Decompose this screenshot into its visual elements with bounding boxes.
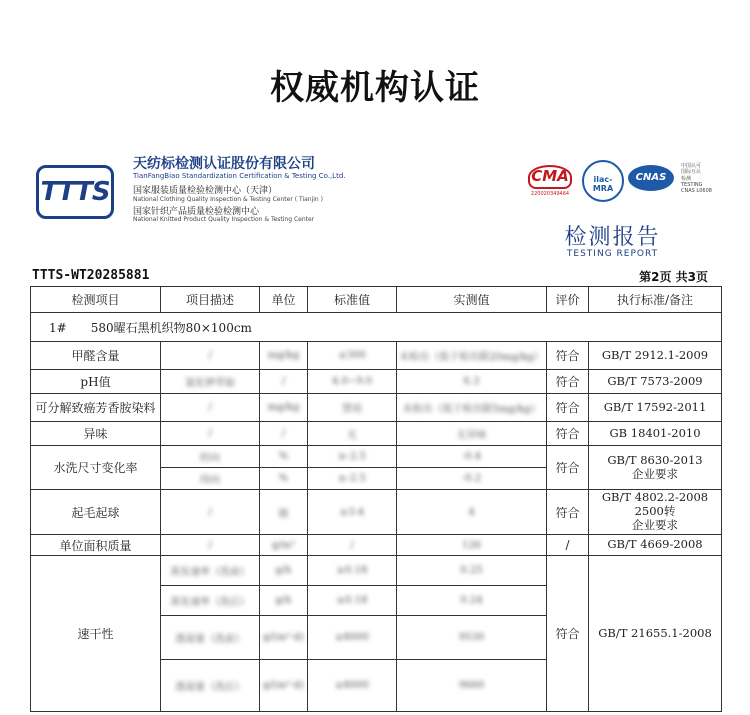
desc-cell: / — [161, 535, 260, 556]
std-cell: ≥8000 — [308, 616, 397, 660]
standard-cell: GB/T 2912.1-2009 — [589, 342, 722, 370]
table-header-row — [31, 287, 722, 313]
desc-cell: 透湿量（洗前） — [161, 616, 260, 660]
report-number: TTTS-WT20285881 — [32, 268, 150, 283]
header-cell: 执行标准/备注 — [589, 287, 722, 313]
measured-cell: 0.25 — [397, 556, 547, 586]
center-1: 国家服装质量检验检测中心（天津） — [133, 186, 278, 197]
cma-badge: CMA 220020349464 — [528, 165, 572, 197]
header-cell: 标准值 — [308, 287, 397, 313]
table-row — [31, 446, 722, 468]
ttts-logo: TTTS — [36, 165, 114, 219]
org-name-en: TianFangBiao Standardization Certification & Testing Co.,Ltd. — [133, 172, 346, 181]
desc-cell: / — [161, 342, 260, 370]
cnas-badge: CNAS — [628, 165, 680, 195]
desc-cell: 蒸发速率（洗后） — [161, 586, 260, 616]
std-cell: ≥8000 — [308, 660, 397, 712]
desc-cell: / — [161, 422, 260, 446]
center-1-en: National Clothing Quality Inspection & Testing Center ( Tianjin ) — [133, 195, 323, 203]
unit-cell: % — [260, 446, 308, 468]
measured-cell: 9530 — [397, 616, 547, 660]
org-name: 天纺标检测认证股份有限公司 — [133, 156, 315, 172]
eval-cell: 符合 — [547, 446, 589, 490]
unit-cell: % — [260, 468, 308, 490]
sample-description: 1# 580曜石黑机织物80×100cm — [31, 313, 722, 342]
measured-cell: 9660 — [397, 660, 547, 712]
measured-cell: 0.24 — [397, 586, 547, 616]
ilac-mra-badge: ilac-MRA — [582, 160, 624, 202]
standard-cell: GB/T 4802.2-2008 2500转 企业要求 — [589, 490, 722, 535]
desc-cell: 透湿量（洗后） — [161, 660, 260, 712]
std-cell: ≤300 — [308, 342, 397, 370]
sample-row — [31, 313, 722, 342]
header-cell: 实测值 — [397, 287, 547, 313]
measured-cell: 4 — [397, 490, 547, 535]
measured-cell: -0.2 — [397, 468, 547, 490]
eval-cell: 符合 — [547, 422, 589, 446]
item-cell: 速干性 — [31, 556, 161, 712]
organization-info — [133, 157, 346, 228]
table-row — [31, 394, 722, 422]
std-cell: ≥-2.5 — [308, 468, 397, 490]
std-cell: ≥3-4 — [308, 490, 397, 535]
eval-cell: 符合 — [547, 394, 589, 422]
desc-cell: 纬向 — [161, 468, 260, 490]
desc-cell: / — [161, 394, 260, 422]
item-cell: pH值 — [31, 370, 161, 394]
standard-cell: GB/T 21655.1-2008 — [589, 556, 722, 712]
unit-cell: mg/kg — [260, 394, 308, 422]
header-cell: 单位 — [260, 287, 308, 313]
std-cell: 无 — [308, 422, 397, 446]
std-cell: ≥0.18 — [308, 556, 397, 586]
std-cell: ≥-2.5 — [308, 446, 397, 468]
center-2: 国家针织产品质量检验检测中心 — [133, 206, 260, 217]
unit-cell: / — [260, 422, 308, 446]
item-cell: 异味 — [31, 422, 161, 446]
table-row — [31, 370, 722, 394]
page-headline: 权威机构认证 — [270, 68, 480, 108]
unit-cell: g/(m²·d) — [260, 616, 308, 660]
measured-cell: 未检出（低于检出限5mg/kg） — [397, 394, 547, 422]
unit-cell: mg/kg — [260, 342, 308, 370]
item-cell: 单位面积质量 — [31, 535, 161, 556]
standard-cell: GB/T 8630-2013 企业要求 — [589, 446, 722, 490]
standard-cell: GB 18401-2010 — [589, 422, 722, 446]
item-cell: 甲醛含量 — [31, 342, 161, 370]
desc-cell: 经向 — [161, 446, 260, 468]
measured-cell: 未检出（低于检出限20mg/kg） — [397, 342, 547, 370]
standard-cell: GB/T 7573-2009 — [589, 370, 722, 394]
report-title: 检测报告 TESTING REPORT — [564, 225, 661, 259]
unit-cell: g/h — [260, 556, 308, 586]
table-row — [31, 342, 722, 370]
item-cell: 可分解致癌芳香胺染料 — [31, 394, 161, 422]
header-cell: 评价 — [547, 287, 589, 313]
unit-cell: g/(m²·d) — [260, 660, 308, 712]
std-cell: / — [308, 535, 397, 556]
desc-cell: / — [161, 490, 260, 535]
standard-cell: GB/T 17592-2011 — [589, 394, 722, 422]
unit-cell: g/m² — [260, 535, 308, 556]
header-cell: 检测项目 — [31, 287, 161, 313]
item-cell: 水洗尺寸变化率 — [31, 446, 161, 490]
page-number: 第2页 共3页 — [639, 270, 708, 284]
measured-cell: -0.4 — [397, 446, 547, 468]
item-cell: 起毛起球 — [31, 490, 161, 535]
measured-cell: 6.3 — [397, 370, 547, 394]
header-cell: 项目描述 — [161, 287, 260, 313]
std-cell: ≥0.18 — [308, 586, 397, 616]
table-row — [31, 422, 722, 446]
eval-cell: / — [547, 535, 589, 556]
center-2-en: National Knitted Product Quality Inspection & Testing Center — [133, 216, 315, 224]
measured-cell: 无异味 — [397, 422, 547, 446]
standard-cell: GB/T 4669-2008 — [589, 535, 722, 556]
eval-cell: 符合 — [547, 556, 589, 712]
cnas-side-text: 中国认可 国际互认 检测 TESTING CNAS L0608 — [681, 163, 712, 194]
unit-cell: 级 — [260, 490, 308, 535]
eval-cell: 符合 — [547, 342, 589, 370]
std-cell: 禁用 — [308, 394, 397, 422]
unit-cell: / — [260, 370, 308, 394]
table-row — [31, 535, 722, 556]
desc-cell: 蒸发速率（洗前） — [161, 556, 260, 586]
eval-cell: 符合 — [547, 370, 589, 394]
eval-cell: 符合 — [547, 490, 589, 535]
desc-cell: 氯化钾萃取 — [161, 370, 260, 394]
measured-cell: 126 — [397, 535, 547, 556]
table-row — [31, 490, 722, 535]
std-cell: 4.0~9.0 — [308, 370, 397, 394]
unit-cell: g/h — [260, 586, 308, 616]
table-row — [31, 556, 722, 586]
test-results-table — [30, 286, 722, 712]
